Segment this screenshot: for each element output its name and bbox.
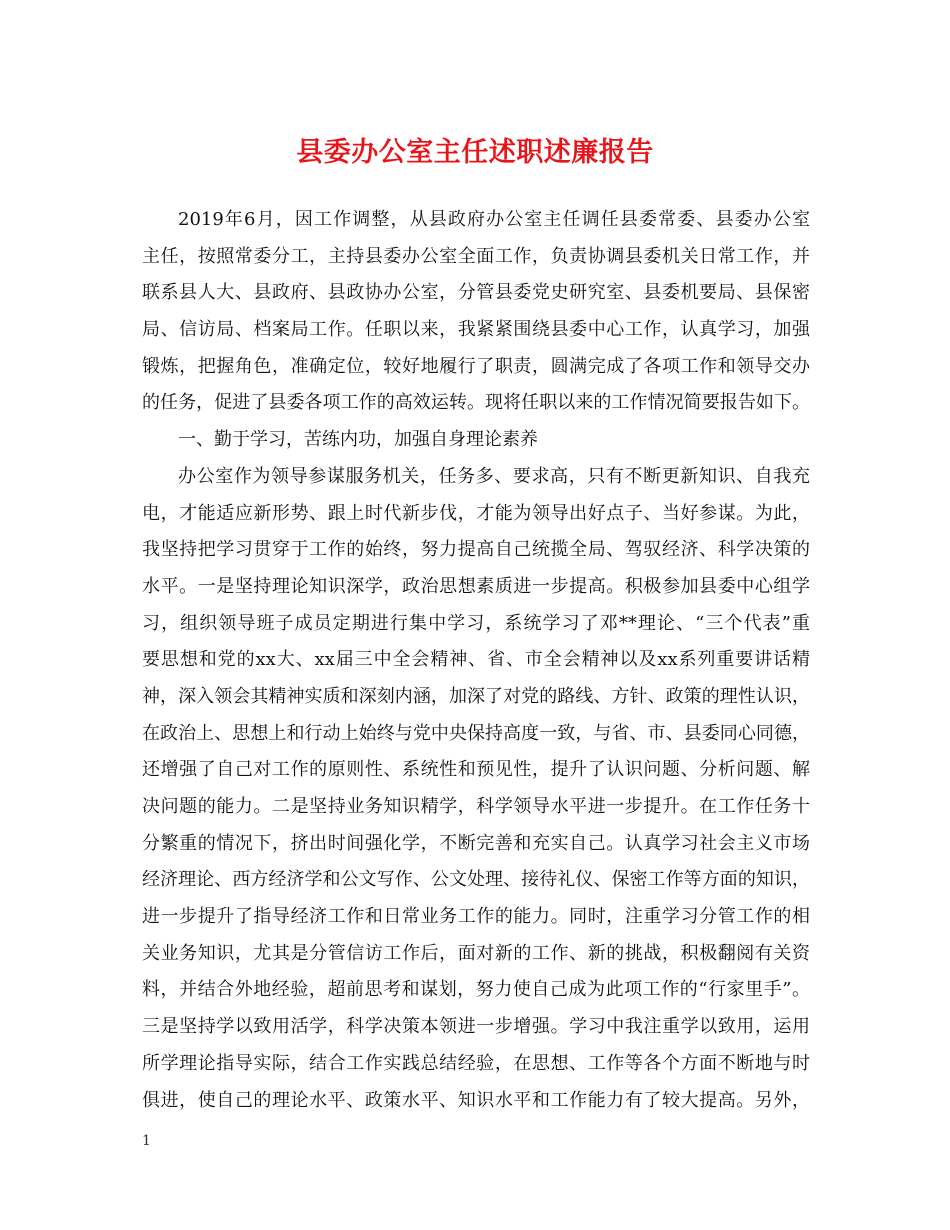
- body-line: 局、信访局、档案局工作。任职以来，我紧紧围绕县委中心工作，认真学习，加强: [142, 319, 810, 341]
- body-line: 俱进，使自己的理论水平、政策水平、知识水平和工作能力有了较大提高。另外，: [142, 1089, 810, 1111]
- body-line: 要思想和党的xx大、xx届三中全会精神、省、市全会精神以及xx系列重要讲话精: [142, 649, 810, 671]
- body-line: 我坚持把学习贯穿于工作的始终，努力提高自己统揽全局、驾驭经济、科学决策的: [142, 539, 810, 561]
- body-line: 习，组织领导班子成员定期进行集中学习，系统学习了邓**理论、“三个代表”重: [142, 612, 810, 634]
- body-line: 的任务，促进了县委各项工作的高效运转。现将任职以来的工作情况简要报告如下。: [142, 392, 810, 414]
- body-line: 所学理论指导实际，结合工作实践总结经验，在思想、工作等各个方面不断地与时: [142, 1052, 810, 1074]
- document-body: [142, 202, 810, 1119]
- body-line: 神，深入领会其精神实质和深刻内涵，加深了对党的路线、方针、政策的理性认识，: [142, 685, 810, 707]
- body-line: 2019年6月，因工作调整，从县政府办公室主任调任县委常委、县委办公室: [178, 209, 810, 230]
- body-line: 分繁重的情况下，挤出时间强化学，不断完善和充实自己。认真学习社会主义市场: [142, 832, 810, 854]
- body-line: 联系县人大、县政府、县政协办公室，分管县委党史研究室、县委机要局、县保密: [142, 282, 810, 304]
- body-line: 电，才能适应新形势、跟上时代新步伐，才能为领导出好点子、当好参谋。为此，: [142, 502, 810, 524]
- page-number: 1: [142, 1133, 151, 1149]
- body-line: 料，并结合外地经验，超前思考和谋划，努力使自己成为此项工作的“行家里手”。: [142, 979, 810, 1001]
- body-line: 进一步提升了指导经济工作和日常业务工作的能力。同时，注重学习分管工作的相: [142, 906, 810, 928]
- body-line: 关业务知识，尤其是分管信访工作后，面对新的工作、新的挑战，积极翻阅有关资: [142, 942, 810, 964]
- body-line: 决问题的能力。二是坚持业务知识精学，科学领导水平进一步提升。在工作任务十: [142, 796, 810, 817]
- body-line: 锻炼，把握角色，准确定位，较好地履行了职责，圆满完成了各项工作和领导交办: [142, 355, 810, 377]
- body-line: 主任，按照常委分工，主持县委办公室全面工作，负责协调县委机关日常工作，并: [142, 245, 810, 267]
- document-title: 县委办公室主任述职述廉报告: [296, 137, 654, 168]
- section-heading: 一、勤于学习，苦练内功，加强自身理论素养: [178, 429, 538, 451]
- body-line: 还增强了自己对工作的原则性、系统性和预见性，提升了认识问题、分析问题、解: [142, 759, 810, 781]
- body-line: 办公室作为领导参谋服务机关，任务多、要求高，只有不断更新知识、自我充: [178, 465, 810, 487]
- body-line: 在政治上、思想上和行动上始终与党中央保持高度一致，与省、市、县委同心同德，: [142, 722, 810, 744]
- body-line: 经济理论、西方经济学和公文写作、公文处理、接待礼仪、保密工作等方面的知识，: [142, 869, 810, 891]
- body-line: 水平。一是坚持理论知识深学，政治思想素质进一步提高。积极参加县委中心组学: [142, 575, 810, 597]
- body-line: 三是坚持学以致用活学，科学决策本领进一步增强。学习中我注重学以致用，运用: [142, 1016, 810, 1038]
